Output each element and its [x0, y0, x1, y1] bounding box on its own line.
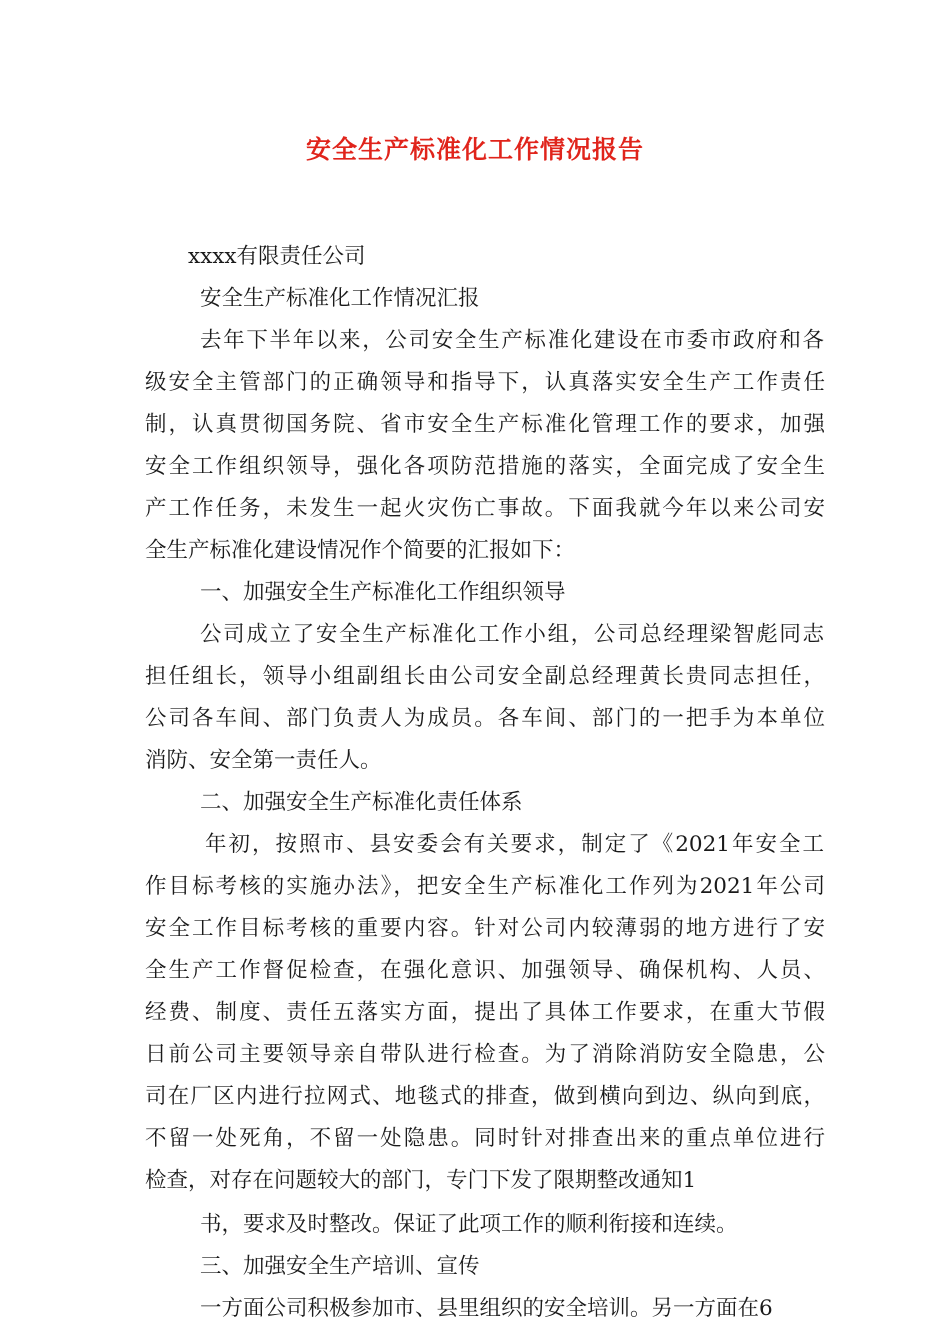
paragraph-line: 消防、安全第一责任人。	[145, 748, 382, 773]
paragraph-line: 级安全主管部门的正确领导和指导下，认真落实安全生产工作责任	[145, 370, 825, 395]
paragraph-line: 制，认真贯彻国务院、省市安全生产标准化管理工作的要求，加强	[145, 412, 825, 437]
paragraph-line: 全生产工作督促检查，在强化意识、加强领导、确保机构、人员、	[145, 958, 825, 983]
paragraph-line: 作目标考核的实施办法》，把安全生产标准化工作列为2021年公司	[145, 874, 825, 899]
report-subtitle: 安全生产标准化工作情况汇报	[200, 286, 480, 311]
document-title: 安全生产标准化工作情况报告	[305, 135, 644, 164]
paragraph-line: 书，要求及时整改。保证了此项工作的顺利衔接和连续。	[200, 1212, 738, 1237]
paragraph-line: 不留一处死角，不留一处隐患。同时针对排查出来的重点单位进行	[145, 1126, 825, 1151]
section-heading: 三、加强安全生产培训、宣传	[200, 1254, 480, 1279]
paragraph-line: 产工作任务，未发生一起火灾伤亡事故。下面我就今年以来公司安	[145, 496, 825, 521]
paragraph-line: 去年下半年以来，公司安全生产标准化建设在市委市政府和各	[200, 328, 824, 353]
paragraph-line: 一方面公司积极参加市、县里组织的安全培训。另一方面在6	[200, 1296, 773, 1321]
paragraph-line: 安全工作组织领导，强化各项防范措施的落实，全面完成了安全生	[145, 454, 825, 479]
company-name: xxxx有限责任公司	[188, 244, 366, 269]
paragraph-line: 公司成立了安全生产标准化工作小组，公司总经理梁智彪同志	[200, 622, 824, 647]
section-heading: 二、加强安全生产标准化责任体系	[200, 790, 523, 815]
paragraph-line: 全生产标准化建设情况作个简要的汇报如下：	[145, 538, 576, 563]
paragraph-line: 司在厂区内进行拉网式、地毯式的排查，做到横向到边、纵向到底，	[145, 1084, 825, 1109]
paragraph-line: 公司各车间、部门负责人为成员。各车间、部门的一把手为本单位	[145, 706, 825, 731]
paragraph-line: 经费、制度、责任五落实方面，提出了具体工作要求，在重大节假	[145, 1000, 825, 1025]
paragraph-line: 安全工作目标考核的重要内容。针对公司内较薄弱的地方进行了安	[145, 916, 825, 941]
section-heading: 一、加强安全生产标准化工作组织领导	[200, 580, 566, 605]
paragraph-line: 检查，对存在问题较大的部门，专门下发了限期整改通知1	[145, 1168, 697, 1193]
paragraph-line: 日前公司主要领导亲自带队进行检查。为了消除消防安全隐患，公	[145, 1042, 825, 1067]
paragraph-line: 担任组长，领导小组副组长由公司安全副总经理黄长贵同志担任，	[145, 664, 825, 689]
paragraph-line: 年初，按照市、县安委会有关要求，制定了《2021年安全工	[205, 832, 824, 857]
